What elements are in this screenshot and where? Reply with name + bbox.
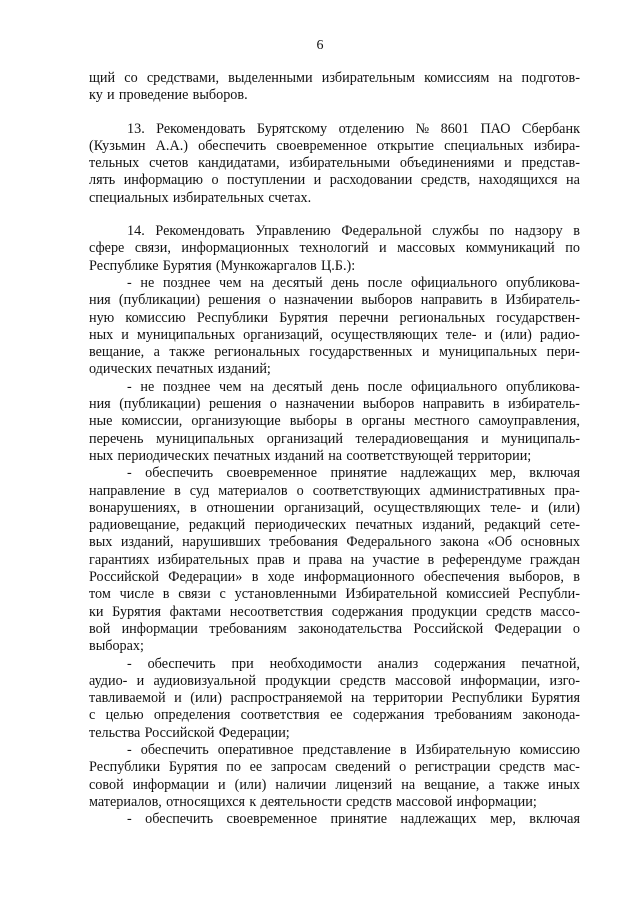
- text-line: радиовещание, редакций периодических печатных изданий, редакций сете-: [89, 517, 580, 534]
- text-line: вой информации требованиям законодательства Российской Федерации о: [89, 620, 580, 637]
- text-line: сфере связи, информационных технологий и массовых коммуникаций по: [89, 240, 580, 257]
- text-line: - обеспечить своевременное принятие надлежащих мер, включая: [127, 811, 580, 828]
- text-line: перечень муниципальных организаций телерадиовещания и муниципаль-: [89, 430, 580, 447]
- text-line: специальных избирательных счетах.: [89, 189, 312, 206]
- text-line: вых изданий, нарушивших требования Федерального закона «Об основных: [89, 534, 580, 551]
- text-line: совой информации и (или) наличии лицензий на вещание, а также иных: [89, 776, 580, 793]
- text-line: - обеспечить оперативное представление в Избирательную комиссию: [127, 741, 580, 758]
- text-line: ния (публикации) решения о назначении выборов направить в избиратель-: [89, 396, 580, 413]
- text-line: тавливаемой и (или) распространяемой на территории Республики Бурятия: [89, 690, 580, 707]
- text-line: тельных счетов кандидатами, избирательными объединениями и представ-: [89, 155, 580, 172]
- text-line: лять информацию о поступлении и расходовании средств, находящихся на: [89, 172, 580, 189]
- text-line: направление в суд материалов о соответствующих административных пра-: [89, 482, 580, 499]
- text-line: тельства Российской Федерации;: [89, 724, 290, 741]
- text-line: материалов, относящихся к деятельности средств массовой информации;: [89, 793, 537, 810]
- text-line: ных и муниципальных организаций, осуществляющих теле- и (или) радио-: [89, 326, 580, 343]
- text-line: выборах;: [89, 638, 144, 655]
- text-line: щий со средствами, выделенными избирательным комиссиям на подготов-: [89, 70, 580, 86]
- text-line: ную комиссию Республики Бурятия перечни региональных государствен-: [89, 309, 580, 326]
- text-line: ния (публикации) решения о назначении выборов направить в Избиратель-: [89, 292, 580, 309]
- text-line: 14. Рекомендовать Управлению Федеральной службы по надзору в: [127, 223, 580, 240]
- text-line: вонарушениях, в отношении организаций, осуществляющих теле- и (или): [89, 499, 580, 516]
- text-line: - не позднее чем на десятый день после официального опубликова-: [127, 274, 580, 291]
- text-line: (Кузьмин А.А.) обеспечить своевременное открытие специальных избира-: [89, 137, 580, 154]
- document-body: [89, 70, 580, 828]
- text-line: Республики Бурятия по ее запросам сведений о регистрации средств мас-: [89, 759, 580, 776]
- text-line: том числе в связи с установленными Избирательной комиссией Республи-: [89, 586, 580, 603]
- text-line: ки Бурятия фактами несоответствия содержания продукции средств массо-: [89, 603, 580, 620]
- text-line: с целью определения соответствия ее содержания требованиям законода-: [89, 707, 580, 724]
- text-line: - не позднее чем на десятый день после официального опубликова-: [127, 378, 580, 395]
- text-line: - обеспечить своевременное принятие надлежащих мер, включая: [127, 465, 580, 482]
- text-line: вещание, а также региональных государственных и муниципальных пери-: [89, 344, 580, 361]
- text-line: 13. Рекомендовать Бурятскому отделению № 8601 ПАО Сбербанк: [127, 120, 580, 137]
- text-line: аудио- и аудиовизуальной продукции средств массовой информации, изго-: [89, 672, 580, 689]
- page-number: 6: [316, 38, 324, 53]
- text-line: ных периодических печатных изданий на соответствующей территории;: [89, 447, 532, 464]
- text-line: Российской Федерации» в ходе информационного обеспечения выборов, в: [89, 569, 580, 586]
- text-line: - обеспечить при необходимости анализ содержания печатной,: [127, 655, 580, 672]
- text-line: ные комиссии, организующие выборы в органы местного самоуправления,: [89, 413, 580, 430]
- text-line: Республике Бурятия (Мункожаргалов Ц.Б.):: [89, 257, 356, 274]
- text-line: ку и проведение выборов.: [89, 87, 248, 104]
- text-line: одических печатных изданий;: [89, 361, 271, 378]
- text-line: гарантиях избирательных прав и права на участие в референдуме граждан: [89, 551, 580, 568]
